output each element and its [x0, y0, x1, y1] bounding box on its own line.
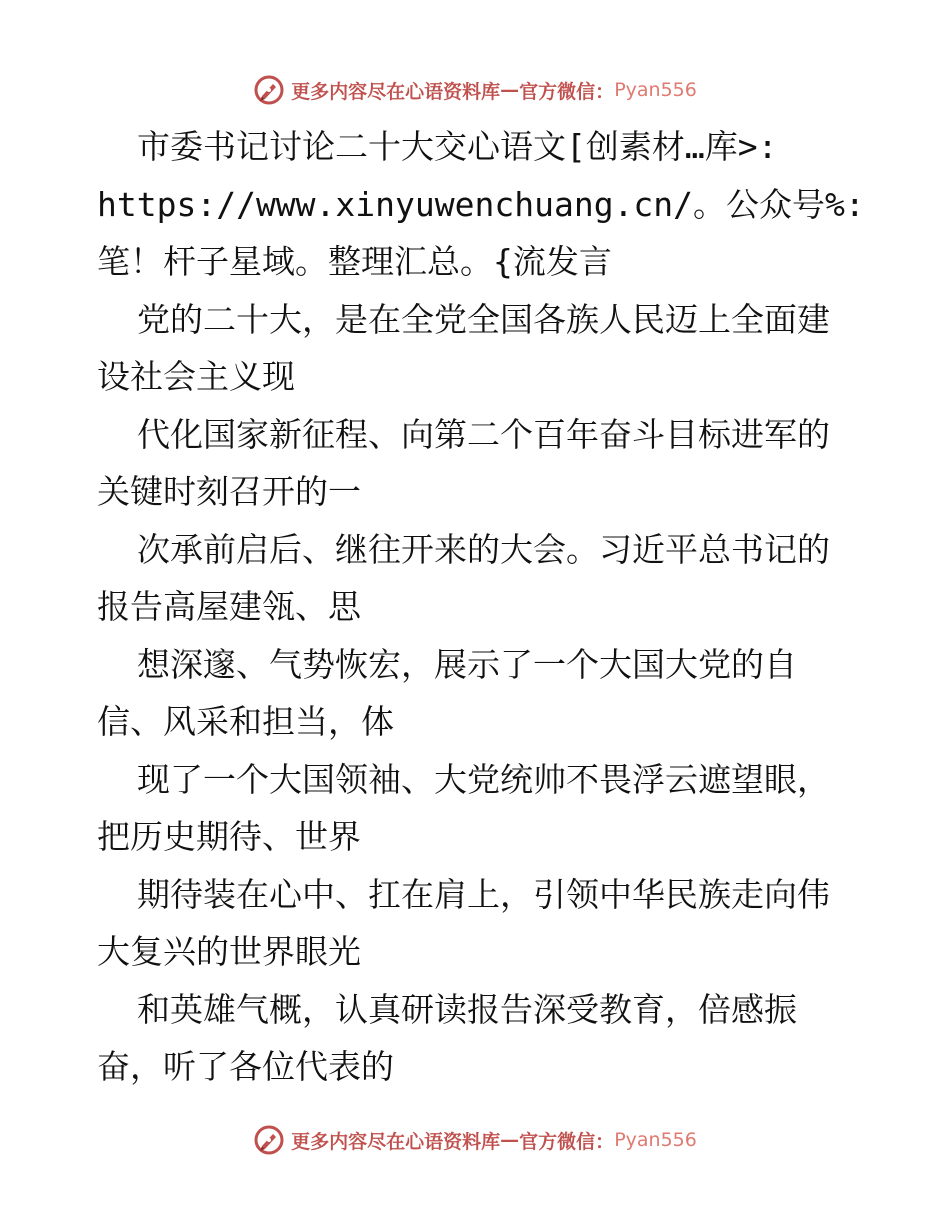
banner-title: 更多内容尽在心语资料库 [291, 80, 501, 103]
pen-logo-icon [253, 1124, 285, 1156]
text-line: 市委书记讨论二十大交心语文[创素材…库>: [137, 127, 778, 166]
text-line: 把历史期待、世界 [97, 817, 361, 856]
text-line: 关键时刻召开的一 [97, 472, 361, 511]
text-line: 报告高屋建瓴、思 [97, 587, 361, 626]
banner-wechat-label: 官方微信： [519, 1130, 615, 1153]
banner-wechat-id: Pyan556 [614, 1129, 697, 1151]
text-line: 笔！杆子星域。整理汇总。{流发言 [97, 242, 612, 281]
banner-dash: — [500, 1129, 520, 1151]
text-line: https://www.xinyuwenchuang.cn/。公众号%: [97, 184, 865, 224]
text-line: 想深邃、气势恢宏，展示了一个大国大党的自 [137, 644, 797, 684]
text-line: 现了一个大国领袖、大党统帅不畏浮云遮望眼， [137, 759, 830, 799]
text-line: 期待装在心中、扛在肩上，引领中华民族走向伟 [137, 874, 830, 914]
text-line: 信、风采和担当，体 [97, 702, 394, 741]
text-line: 党的二十大，是在全党全国各族人民迈上全面建 [137, 299, 830, 339]
banner-wechat-id: Pyan556 [614, 79, 697, 101]
banner-wechat-label: 官方微信： [519, 80, 615, 103]
text-line: 设社会主义现 [97, 357, 295, 396]
banner-dash: — [500, 79, 520, 101]
banner-title: 更多内容尽在心语资料库 [291, 1130, 501, 1153]
text-line: 和英雄气概，认真研读报告深受教育，倍感振 [137, 989, 797, 1029]
header-banner [0, 70, 950, 110]
text-line: 次承前启后、继往开来的大会。习近平总书记的 [137, 529, 830, 569]
document-body [97, 118, 867, 1096]
pen-logo-icon [253, 74, 285, 106]
text-line: 代化国家新征程、向第二个百年奋斗目标进军的 [137, 414, 830, 454]
text-line: 大复兴的世界眼光 [97, 932, 361, 971]
footer-banner [0, 1120, 950, 1160]
text-line: 奋，听了各位代表的 [97, 1047, 394, 1086]
